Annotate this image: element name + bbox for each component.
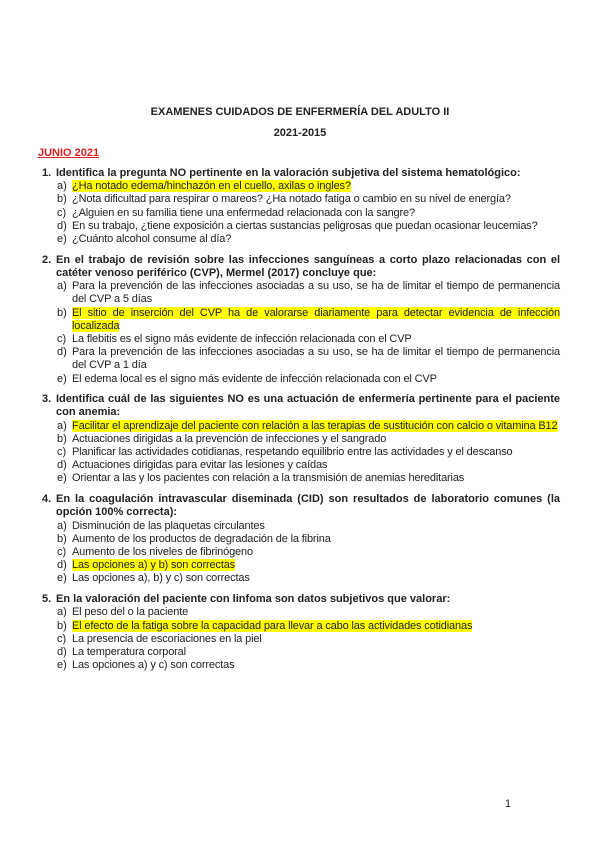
- option-text: [72, 533, 560, 546]
- option-text: [72, 520, 560, 533]
- answer-option: [57, 633, 560, 646]
- option-text-content: El efecto de la fatiga sobre la capacidad para llevar a cabo las actividades cotidianas: [72, 619, 473, 632]
- option-text: [72, 220, 560, 233]
- option-letter: a): [57, 180, 67, 193]
- option-letter: a): [57, 606, 67, 619]
- option-text-content: Actuaciones dirigidas a la prevención de infecciones y el sangrado: [72, 432, 387, 445]
- answer-option: [57, 373, 560, 386]
- option-letter: d): [57, 346, 67, 359]
- option-letter: b): [57, 432, 67, 445]
- option-text-content: ¿Alguien en su familia tiene una enfermedad relacionada con la sangre?: [72, 206, 415, 219]
- answer-option: [57, 420, 560, 433]
- option-text: [72, 459, 560, 472]
- option-letter: a): [57, 280, 67, 293]
- option-letter: c): [57, 206, 67, 219]
- option-text: [72, 193, 560, 206]
- option-text: [72, 433, 560, 446]
- option-text: [72, 472, 560, 485]
- option-letter: e): [57, 472, 67, 485]
- option-text-content: El edema local es el signo más evidente de infección relacionada con el CVP: [72, 372, 437, 385]
- option-letter: b): [57, 193, 67, 206]
- question-text: En la coagulación intravascular diseminada (CID) son resultados de laboratorio comunes (la opción 100% correcta):: [56, 493, 560, 519]
- option-text-content: Aumento de los niveles de fibrinógeno: [72, 545, 253, 558]
- question-3: [42, 393, 560, 485]
- option-letter: d): [57, 559, 67, 572]
- answer-option: [57, 646, 560, 659]
- answer-option: [57, 446, 560, 459]
- answer-option: [57, 520, 560, 533]
- question-header: [42, 493, 560, 519]
- option-text: [72, 572, 560, 585]
- answer-option: [57, 659, 560, 672]
- option-text-content: Las opciones a) y c) son correctas: [72, 659, 235, 672]
- option-letter: a): [57, 519, 67, 532]
- option-text-content: La flebitis es el signo más evidente de infección relacionada con el CVP: [72, 332, 412, 345]
- answer-option: [57, 559, 560, 572]
- option-text-content: En su trabajo, ¿tiene exposición a ciertas sustancias peligrosas que puedan ocasionar leucemias?: [72, 219, 538, 232]
- page-number: 1: [505, 798, 512, 810]
- question-number: 3.: [42, 393, 52, 406]
- question-number: 1.: [42, 167, 52, 179]
- option-text: [72, 446, 560, 459]
- answer-option: [57, 333, 560, 346]
- question-2: [42, 254, 560, 386]
- question-4: [42, 493, 560, 585]
- option-letter: e): [57, 572, 67, 585]
- option-letter: b): [57, 619, 67, 632]
- option-text: [72, 606, 560, 619]
- answer-option: [57, 533, 560, 546]
- highlighted-correct-answer: [72, 620, 560, 633]
- option-letter: b): [57, 532, 67, 545]
- option-letter: d): [57, 645, 67, 658]
- option-text: [72, 546, 560, 559]
- answer-option: [57, 459, 560, 472]
- highlighted-correct-answer: [72, 180, 560, 193]
- option-letter: a): [57, 419, 67, 432]
- question-5: [42, 593, 560, 672]
- option-text: [72, 207, 560, 220]
- answer-option: [57, 572, 560, 585]
- option-letter: d): [57, 219, 67, 232]
- question-header: [42, 254, 560, 280]
- question-header: [42, 167, 560, 180]
- option-letter: c): [57, 632, 67, 645]
- question-text: Identifica la pregunta NO pertinente en la valoración subjetiva del sistema hematológico:: [56, 167, 521, 179]
- option-letter: e): [57, 233, 67, 246]
- answer-option: [57, 433, 560, 446]
- option-text: [72, 659, 560, 672]
- option-text: [72, 373, 560, 386]
- answer-option: [57, 233, 560, 246]
- answer-option: [57, 193, 560, 206]
- option-text-content: Las opciones a), b) y c) son correctas: [72, 572, 250, 585]
- option-text-content: Disminución de las plaquetas circulantes: [72, 519, 265, 532]
- answer-option: [57, 180, 560, 193]
- option-text-content: Las opciones a) y b) son correctas: [72, 559, 236, 572]
- answer-option: [57, 546, 560, 559]
- option-text: [72, 633, 560, 646]
- document-title: EXAMENES CUIDADOS DE ENFERMERÍA DEL ADULTO II: [150, 106, 450, 118]
- option-text-content: Planificar las actividades cotidianas, respetando equilibrio entre las actividades y el descanso: [72, 446, 513, 459]
- option-text-content: La presencia de escoriaciones en la piel: [72, 632, 262, 645]
- answer-option: [57, 307, 560, 333]
- option-letter: d): [57, 459, 67, 472]
- question-header: [42, 393, 560, 419]
- question-number: 2.: [42, 253, 52, 266]
- option-text-content: El sitio de inserción del CVP ha de valorarse diariamente para detectar evidencia de infección localizada: [72, 306, 560, 332]
- option-letter: e): [57, 659, 67, 672]
- option-text-content: ¿Nota dificultad para respirar o mareos? ¿Ha notado fatiga o cambio en su nivel de energía?: [72, 193, 511, 206]
- question-text: En el trabajo de revisión sobre las infecciones sanguíneas a corto plazo relacionadas con el catéter venoso periférico (CVP), Mermel (2017) concluye que:: [56, 253, 560, 279]
- highlighted-correct-answer: [72, 307, 560, 333]
- option-letter: b): [57, 306, 67, 319]
- answer-option: [57, 346, 560, 372]
- question-header: [42, 593, 560, 606]
- question-list: [42, 167, 560, 680]
- option-text-content: El peso del o la paciente: [72, 606, 189, 619]
- answer-option: [57, 280, 560, 306]
- answer-option: [57, 220, 560, 233]
- option-text: [72, 280, 560, 306]
- option-text: [72, 333, 560, 346]
- highlighted-correct-answer: [72, 559, 560, 572]
- option-text-content: La temperatura corporal: [72, 645, 186, 658]
- question-1: [42, 167, 560, 246]
- section-heading: JUNIO 2021: [38, 147, 100, 159]
- option-letter: c): [57, 332, 67, 345]
- option-text-content: Facilitar el aprendizaje del paciente con relación a las terapias de sustitución con calcio o vitamina B12: [72, 419, 558, 432]
- option-text-content: ¿Cuánto alcohol consume al día?: [72, 233, 232, 246]
- option-text: [72, 646, 560, 659]
- option-text-content: Actuaciones dirigidas para evitar las lesiones y caídas: [72, 459, 328, 472]
- option-letter: c): [57, 446, 67, 459]
- option-text-content: ¿Ha notado edema/hinchazón en el cuello, axilas o ingles?: [72, 180, 351, 193]
- answer-option: [57, 620, 560, 633]
- option-text-content: Aumento de los productos de degradación de la fibrina: [72, 532, 331, 545]
- option-letter: c): [57, 545, 67, 558]
- highlighted-correct-answer: [72, 420, 560, 433]
- option-text: [72, 233, 560, 246]
- document-years: 2021-2015: [273, 127, 327, 139]
- answer-option: [57, 606, 560, 619]
- question-number: 4.: [42, 493, 52, 506]
- option-text: [72, 346, 560, 372]
- answer-option: [57, 472, 560, 485]
- question-text: En la valoración del paciente con linfoma son datos subjetivos que valorar:: [56, 593, 451, 606]
- option-text-content: Para la prevención de las infecciones asociadas a su uso, se ha de limitar el tiempo de permanencia del CVP a 1 día: [72, 346, 560, 372]
- question-text: Identifica cuál de las siguientes NO es una actuación de enfermería pertinente para el paciente con anemia:: [56, 393, 560, 419]
- option-letter: e): [57, 372, 67, 385]
- question-number: 5.: [42, 593, 52, 606]
- answer-option: [57, 207, 560, 220]
- option-text-content: Para la prevención de las infecciones asociadas a su uso, se ha de limitar el tiempo de permanencia del CVP a 5 días: [72, 280, 560, 306]
- option-text-content: Orientar a las y los pacientes con relación a la transmisión de anemias hereditarias: [72, 472, 465, 485]
